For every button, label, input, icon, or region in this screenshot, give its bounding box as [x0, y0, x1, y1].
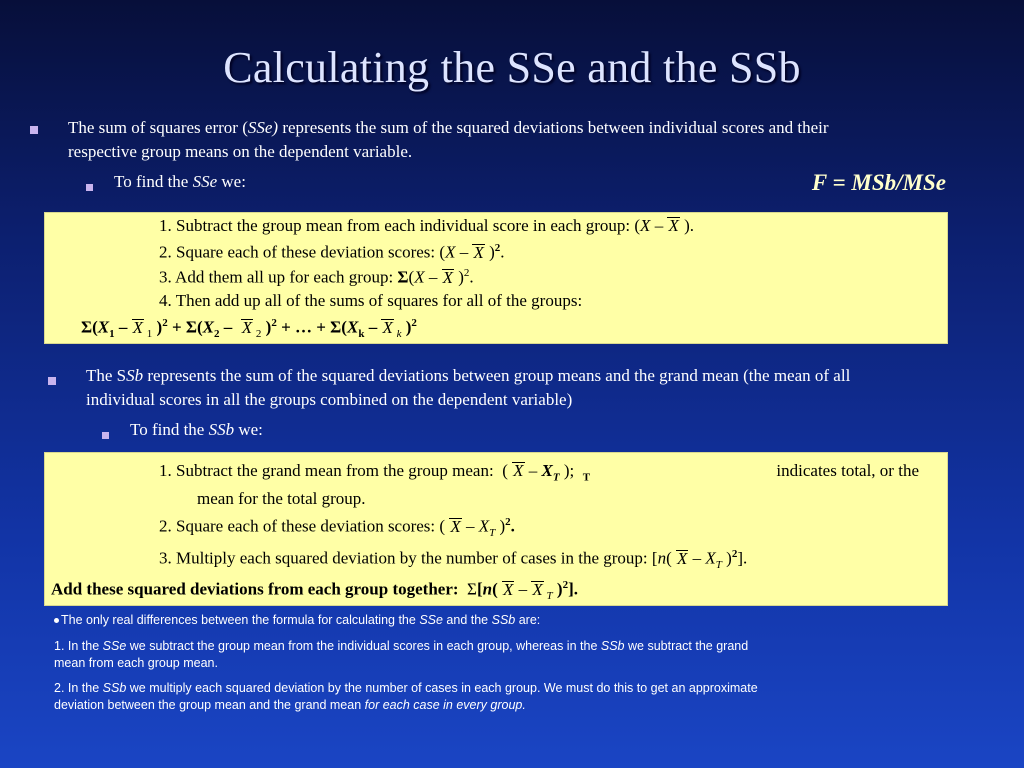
sse-step-3: 3. Add them all up for each group: Σ(X – X )$^2$. — [159, 267, 474, 287]
ssb-desc-line1: represents the sum of the squared deviations between group means and the grand mean (the mean of all — [143, 366, 851, 385]
ssb-step-1-cont-text: mean for the total group. — [197, 489, 366, 508]
slide-title: Calculating the SSe and the SSb — [223, 43, 801, 92]
ssb-sub-prefix: To find the — [130, 420, 209, 439]
sse-desc-term: SSe) — [247, 118, 279, 137]
bullet-dot-icon — [54, 618, 59, 623]
notes-1-ssb: SSb — [600, 639, 625, 653]
sse-step-2: 2. Square each of these deviation scores: (X – X )$^2$. — [159, 242, 505, 262]
ssb-description — [86, 364, 1006, 412]
ssb-bullet — [48, 372, 56, 390]
notes-2-line2a: deviation between the group mean and the grand mean — [54, 698, 365, 712]
ssb-total-formula: Add these squared deviations from each group together: Σ[n( X – X $_T$ )$^2$]. — [51, 579, 578, 603]
notes-2-b: we multiply each squared deviation by the number of cases in each group. We must do this to get an approximate — [126, 681, 758, 695]
notes-intro-sse: SSe — [419, 613, 443, 627]
sse-sub-term: SSe — [192, 172, 218, 191]
ssb-desc-line2: individual scores in all the groups combined on the dependent variable) — [86, 390, 573, 409]
ssb-step-3: 3. Multiply each squared deviation by the number of cases in the group: [n( X – $X_T$ )$^2$]. — [159, 548, 748, 572]
sse-steps-box — [44, 212, 948, 344]
notes-1-a: 1. In the — [54, 639, 103, 653]
f-ratio-formula: F = MSb/MSe — [811, 170, 946, 195]
ssb-step-2-text: 2. Square each of these deviation scores: — [159, 516, 436, 536]
sse-desc-line1: represents the sum of the squared deviations between individual scores and their — [278, 118, 829, 137]
sse-sub-text — [114, 170, 246, 194]
notes-2-a: 2. In the — [54, 681, 103, 695]
notes-1-b: we subtract the group mean from the individual scores in each group, whereas in the — [126, 639, 601, 653]
ssb-sub-text — [130, 418, 263, 442]
ssb-step-2: 2. Square each of these deviation scores: ( X – $X_T$ )$^2$. — [159, 516, 515, 540]
notes-2-ssb: SSb — [102, 681, 127, 695]
notes-item-2 — [54, 680, 954, 714]
ssb-step-1-cont — [197, 489, 366, 509]
sse-sub-prefix: To find the — [114, 172, 193, 191]
ssb-add-text: Add these squared deviations from each group together: — [51, 579, 459, 599]
sse-sub-bullet — [86, 178, 93, 196]
sse-description — [68, 116, 988, 164]
bullet-icon — [86, 184, 93, 191]
sse-step-2-text: 2. Square each of these deviation scores: ( — [159, 242, 446, 262]
sse-step-3-text: 3. Add them all up for each group: — [159, 267, 398, 287]
sse-total-formula: $\Sigma(X_1$ – X $_1$ )$^2 + \Sigma(X_2 - X$ $_2$ )$^2$ + … + $\Sigma(X_k$ – X $_k$ )$^2$ — [81, 317, 417, 341]
bullet-icon — [102, 432, 109, 439]
sse-step-4 — [159, 291, 582, 311]
notes-intro-a: The only real differences between the formula for calculating the — [61, 613, 420, 627]
notes-1-line2: mean from each group mean. — [54, 656, 218, 670]
notes-intro-b: and the — [442, 613, 492, 627]
ssb-sub-bullet — [102, 426, 109, 444]
ssb-step-1: 1. Subtract the grand mean from the group mean: ( X – $X_T$ ); $_T$ indicates total, or the — [159, 461, 919, 484]
ssb-desc-term: Sb — [126, 366, 144, 385]
notes-1-c: we subtract the grand — [624, 639, 749, 653]
bullet-icon — [48, 377, 56, 385]
ssb-step-1-text: 1. Subtract the grand mean from the group mean: — [159, 461, 494, 480]
notes-2-line2b: for each case in every group. — [364, 698, 526, 712]
sse-step-4-text: 4. Then add up all of the sums of squares for all of the groups: — [159, 291, 583, 310]
notes-intro-c: are: — [515, 613, 541, 627]
sse-sub-suffix: we: — [217, 172, 246, 191]
ssb-steps-box — [44, 452, 948, 606]
notes-intro — [54, 612, 954, 629]
bullet-icon — [30, 126, 38, 134]
sse-desc-line2: respective group means on the dependent variable. — [68, 142, 413, 161]
ssb-sub-suffix: we: — [234, 420, 263, 439]
notes-1-sse: SSe — [102, 639, 127, 653]
sse-step-1: 1. Subtract the group mean from each individual score in each group: (X – X ). — [159, 216, 694, 235]
ssb-step-3-text: 3. Multiply each squared deviation by the number of cases in the group: — [159, 548, 648, 568]
notes-intro-ssb: SSb — [491, 613, 516, 627]
ssb-sub-term: SSb — [208, 420, 235, 439]
ssb-step-1-total-note: indicates total, or the — [776, 461, 919, 480]
notes-item-1 — [54, 638, 954, 672]
sse-desc-prefix: The sum of squares error ( — [68, 118, 248, 137]
sse-step-1-text: 1. Subtract the group mean from each individual score in each group: ( — [159, 216, 641, 235]
ssb-desc-prefix: The S — [86, 366, 127, 385]
